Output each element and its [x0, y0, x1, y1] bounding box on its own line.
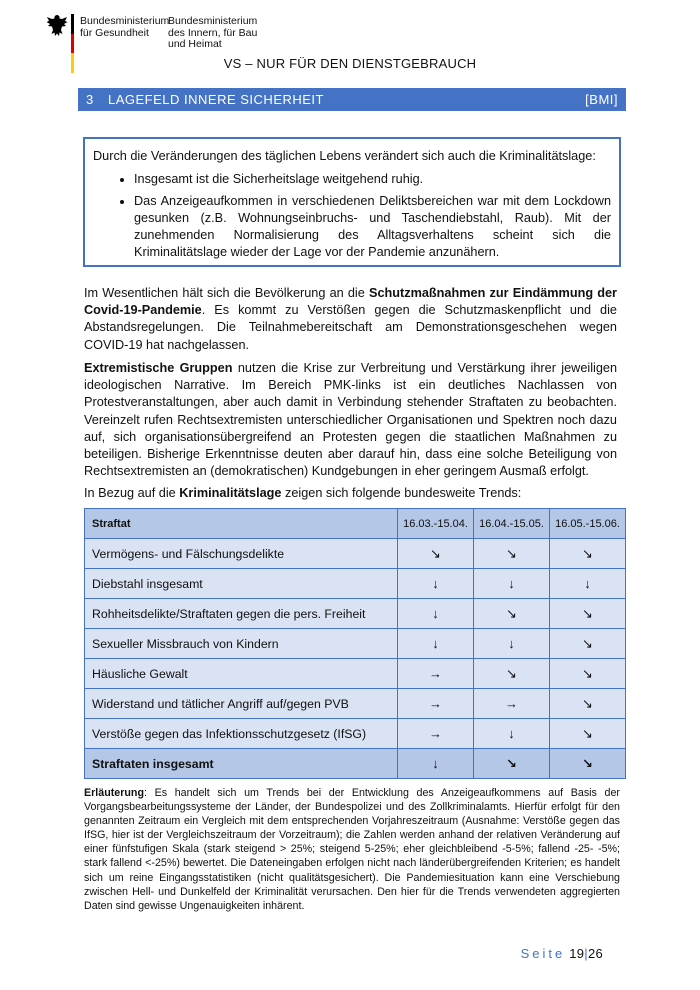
trend-arrow: ↘: [550, 629, 626, 659]
trend-arrow: ↘: [474, 539, 550, 569]
table-row: [85, 659, 626, 689]
trend-arrow: ↘: [550, 539, 626, 569]
trend-arrow: ↓: [398, 569, 474, 599]
trend-arrow: ↘: [550, 659, 626, 689]
trend-arrow: ↓: [474, 629, 550, 659]
trend-arrow: →: [474, 689, 550, 719]
table-header-row: [85, 509, 626, 539]
section-number: 3: [86, 92, 94, 107]
summary-box: [83, 137, 621, 267]
explanation-note: Erläuterung: Es handelt sich um Trends bei der Entwicklung des Anzeigeaufkommens auf Basis der Vorgangsbearbeitungssysteme der Länder, der Bundespolizei und des Zollkriminalamts. Hierfür erfolgt für den genannten Zeitraum ein Vergleich mit dem entsprechenden Vorjahreszeitraum (Ausnahme: Verstöße gegen das IfSG, hier ist der Vergleichszeitraum der Vorzeitraum); die Zahlen werden anhand der relativen Veränderung auf einer fünfstufigen Skala (stark steigend > 25%; steigend 5-25%; eher gleichbleibend -5-5%; fallend -25- -5%; stark fallend <-25%) bewertet. Die Dateneingaben erfolgen nicht nach länderübergreifenden Kriterien; es handelt sich um reine Eingangsstatistiken (nicht qualitätsgesichert). Die Pandemiesituation kann eine Verschiebung zwischen Hell- und Dunkelfeld der Kriminalität verursachen. Den hier für die Trends verwendeten aggregierten Daten sind gewisse Ungenauigkeiten inhärent.: [84, 787, 620, 912]
offense-label: Rohheitsdelikte/Straftaten gegen die pers. Freiheit: [85, 599, 398, 629]
trend-arrow: ↘: [474, 659, 550, 689]
section-heading-bar: [78, 88, 626, 111]
trend-arrow: ↘: [550, 599, 626, 629]
offense-label: Verstöße gegen das Infektionsschutzgesetz (IfSG): [85, 719, 398, 749]
total-label: Straftaten insgesamt: [85, 749, 398, 779]
table-row: [85, 569, 626, 599]
offense-label: Widerstand und tätlicher Angriff auf/gegen PVB: [85, 689, 398, 719]
current-page: 19: [569, 946, 585, 961]
trend-arrow: ↓: [474, 569, 550, 599]
table-row: [85, 629, 626, 659]
page-separator: |: [584, 946, 588, 961]
trend-arrow: →: [398, 659, 474, 689]
trend-arrow: ↘: [398, 539, 474, 569]
table-row: [85, 539, 626, 569]
trend-arrow: ↘: [474, 599, 550, 629]
ministry-interior-name: Bundesministerium des Innern, für Bau und Heimat: [168, 15, 258, 50]
table-row: [85, 719, 626, 749]
classification-label: VS – NUR FÜR DEN DIENSTGEBRAUCH: [223, 56, 477, 71]
summary-bullet: • Insgesamt ist die Sicherheitslage weitgehend ruhig.: [134, 171, 611, 188]
federal-eagle-icon: [46, 14, 68, 40]
summary-list: [93, 171, 611, 261]
paragraph-extremist-groups: Extremistische Gruppen nutzen die Krise zur Verbreitung und Verstärkung ihrer jeweiligen ideologischen Narrative. Im Bereich PMK-links ist ein deutliches Nachlassen von Protestveranstaltungen, aber auch damit in Verbindung stehender Straftaten zu beobachten. Vereinzelt rufen Rechtsextremisten unterschiedlicher Organisationen und Spektren noch dazu auf, sich organisationsübergreifend an Protesten gegen die staatlichen Maßnahmen zu beteiligen. Bisherige Erkenntnisse deuten aber darauf hin, dass eine solche Beteiligung von Rechtsextremisten an (demokratischen) Kundgebungen in eher geringem Ausmaß erfolgt.: [84, 361, 617, 479]
header-period-3: 16.05.-15.06.: [550, 509, 626, 539]
table-row: [85, 689, 626, 719]
page-label: Seite: [520, 946, 566, 961]
page-number: [521, 946, 603, 961]
section-title: LAGEFELD INNERE SICHERHEIT: [108, 92, 324, 107]
crime-trends-table: [84, 508, 626, 779]
offense-label: Häusliche Gewalt: [85, 659, 398, 689]
paragraph-trends-intro: In Bezug auf die Kriminalitätslage zeigen sich folgende bundesweite Trends:: [84, 486, 522, 500]
trend-arrow: ↓: [550, 569, 626, 599]
trend-arrow: ↓: [474, 719, 550, 749]
total-pages: 26: [587, 946, 603, 961]
header-period-2: 16.04.-15.05.: [474, 509, 550, 539]
ministry-health-name: Bundesministerium für Gesundheit: [80, 15, 170, 39]
summary-intro: Durch die Veränderungen des täglichen Lebens verändert sich auch die Kriminalitätslage:: [93, 149, 596, 163]
trend-arrow: ↓: [398, 599, 474, 629]
trend-arrow: ↘: [474, 749, 550, 779]
trend-arrow: →: [398, 689, 474, 719]
offense-label: Sexueller Missbrauch von Kindern: [85, 629, 398, 659]
offense-label: Vermögens- und Fälschungsdelikte: [85, 539, 398, 569]
table-row: [85, 599, 626, 629]
header-period-1: 16.03.-15.04.: [398, 509, 474, 539]
paragraph-protective-measures: Im Wesentlichen hält sich die Bevölkerung an die Schutzmaßnahmen zur Eindämmung der Covid-19-Pandemie. Es kommt zu Verstößen gegen die Schutzmaskenpflicht und die Abstandsregelungen. Die Teilnahmebereitschaft am Demonstrationsgeschehen wegen COVID-19 hat nachgelassen.: [84, 286, 617, 352]
trend-arrow: →: [398, 719, 474, 749]
section-tag: [BMI]: [585, 92, 618, 107]
trend-arrow: ↘: [550, 719, 626, 749]
offense-label: Diebstahl insgesamt: [85, 569, 398, 599]
summary-bullet: • Das Anzeigeaufkommen in verschiedenen Deliktsbereichen war mit dem Lockdown gesunken (z.B. Wohnungseinbruchs- und Taschendiebstahl, Raub). Mit der zunehmenden Normalisierung des Alltagsverhaltens scheint sich die Kriminalitätslage wieder der Lage vor der Pandemie anzunähern.: [134, 193, 611, 262]
trend-arrow: ↘: [550, 749, 626, 779]
header-offense: Straftat: [85, 509, 398, 539]
trend-arrow: ↓: [398, 749, 474, 779]
trend-arrow: ↓: [398, 629, 474, 659]
trend-arrow: ↘: [550, 689, 626, 719]
table-total-row: [85, 749, 626, 779]
